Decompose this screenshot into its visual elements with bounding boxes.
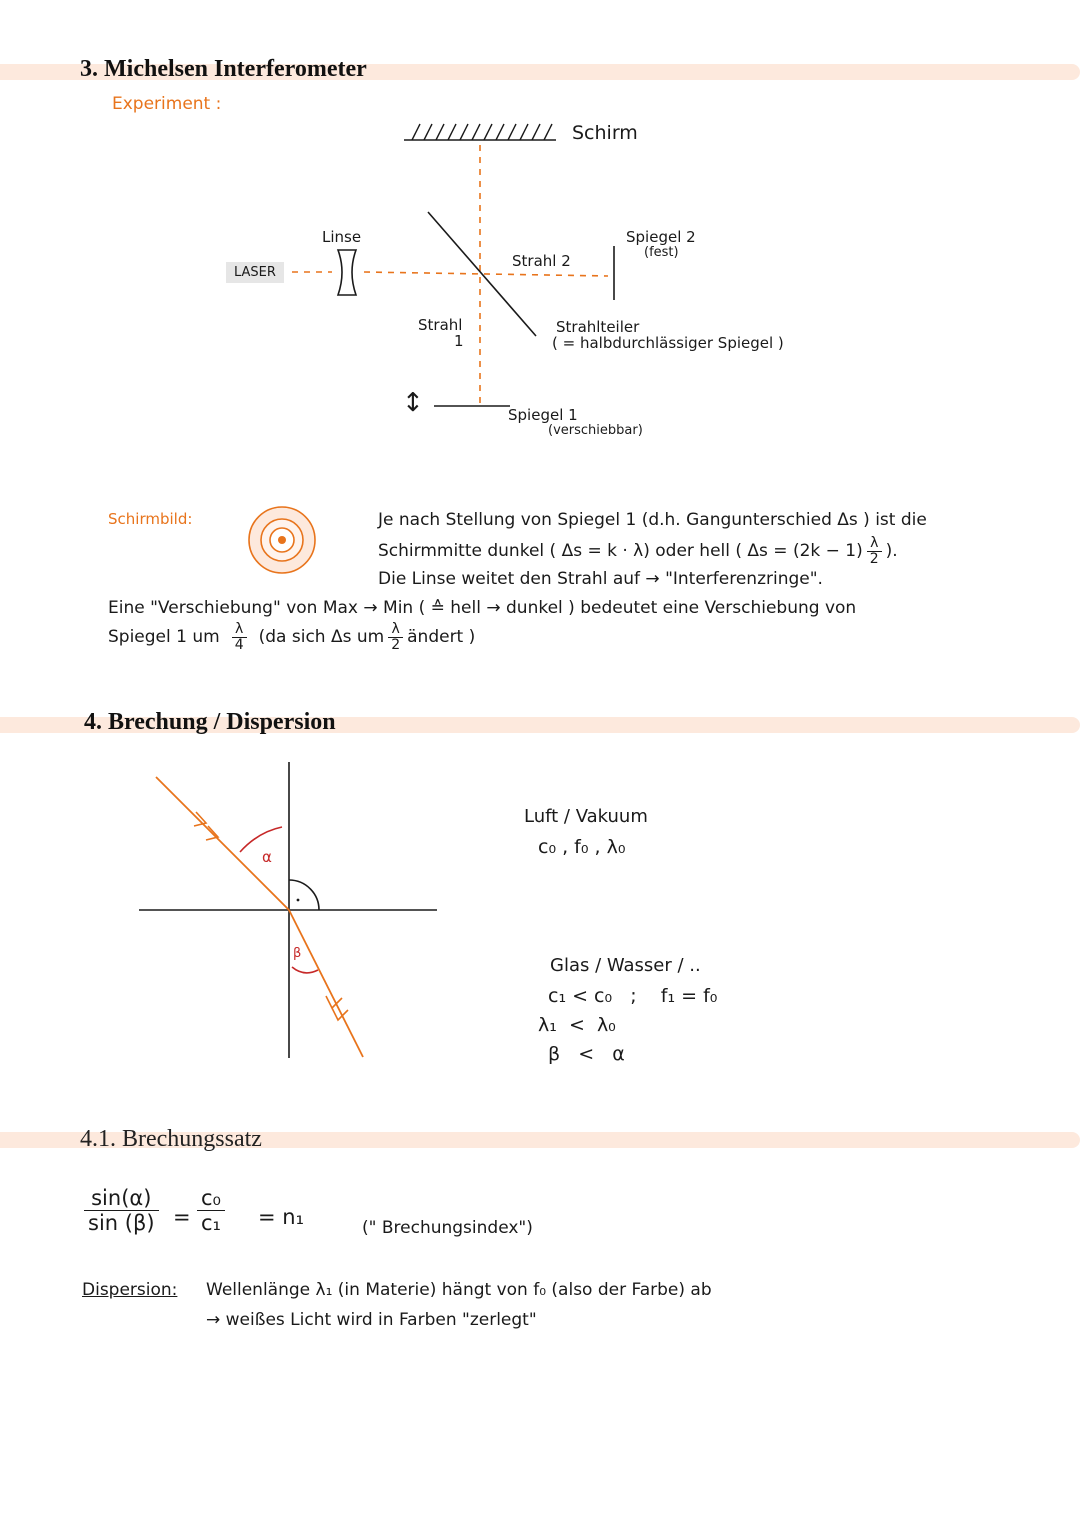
section-heading: 4. Brechung / Dispersion <box>84 709 336 735</box>
mirror1-note: (verschiebbar) <box>548 423 643 438</box>
move-arrow-icon: ↕ <box>402 388 424 418</box>
dispersion-line-1: Wellenlänge λ₁ (in Materie) hängt von f₀ (also der Farbe) ab <box>206 1280 712 1300</box>
formula-note: (" Brechungsindex") <box>362 1218 533 1238</box>
medium2-label: Glas / Wasser / .. <box>550 955 701 976</box>
relation-1: c₁ < c₀ ; f₁ = f₀ <box>548 985 718 1007</box>
formula-speed-ratio: $\frac{\text{c₀}}{\text{c₁}}$ <box>197 1186 225 1235</box>
dispersion-line-2: → weißes Licht wird in Farben "zerlegt" <box>206 1310 537 1330</box>
splitter-label: Strahlteiler <box>556 318 640 336</box>
relation-3: β < α <box>548 1043 625 1065</box>
experiment-label: Experiment : <box>112 94 222 114</box>
section-heading: 3. Michelsen Interferometer <box>80 56 367 82</box>
medium1-vars: c₀ , f₀ , λ₀ <box>538 836 626 858</box>
formula-sin-ratio: $\frac{\sin(\alpha)}{\sin (\beta)}$ <box>84 1186 159 1235</box>
medium1-label: Luft / Vakuum <box>524 806 648 827</box>
splitter-note: ( = halbdurchlässiger Spiegel ) <box>552 334 784 352</box>
laser-label: LASER <box>226 262 284 283</box>
mirror2-label: Spiegel 2 <box>626 228 696 246</box>
dispersion-label: Dispersion: <box>82 1280 178 1300</box>
formula-equals: = <box>173 1205 191 1229</box>
alpha-label: α <box>262 848 272 866</box>
screen-image-label: Schirmbild: <box>108 510 193 528</box>
section-heading: 4.1. Brechungssatz <box>80 1126 262 1152</box>
beam1-index: 1 <box>454 332 464 350</box>
relation-2: λ₁ < λ₀ <box>538 1014 616 1036</box>
mirror1-label: Spiegel 1 <box>508 406 578 424</box>
para-line-3: Die Linse weitet den Strahl auf → "Interferenzringe". <box>378 569 823 589</box>
lens-label: Linse <box>322 228 362 246</box>
beta-label: β <box>293 946 302 961</box>
beam1-label: Strahl <box>418 316 463 334</box>
para-line-1: Je nach Stellung von Spiegel 1 (d.h. Gangunterschied Δs ) ist die <box>378 510 927 530</box>
para-line-2: Schirmmitte dunkel ( Δs = k · λ) oder hell ( Δs = (2k − 1) $\frac{\lambda}{2}$ ). <box>378 535 898 567</box>
screen-label: Schirm <box>572 122 638 144</box>
mirror2-note: (fest) <box>644 245 679 260</box>
shift-line-1: Eine "Verschiebung" von Max → Min ( ≙ hell → dunkel ) bedeutet eine Verschiebung von <box>108 598 857 618</box>
formula-n1: = n₁ <box>258 1205 304 1229</box>
shift-line-2: Spiegel 1 um $\frac{\lambda}{4}$ (da sich Δs um $\frac{\lambda}{2}$ ändert ) <box>108 621 476 653</box>
beam2-label: Strahl 2 <box>512 252 571 270</box>
